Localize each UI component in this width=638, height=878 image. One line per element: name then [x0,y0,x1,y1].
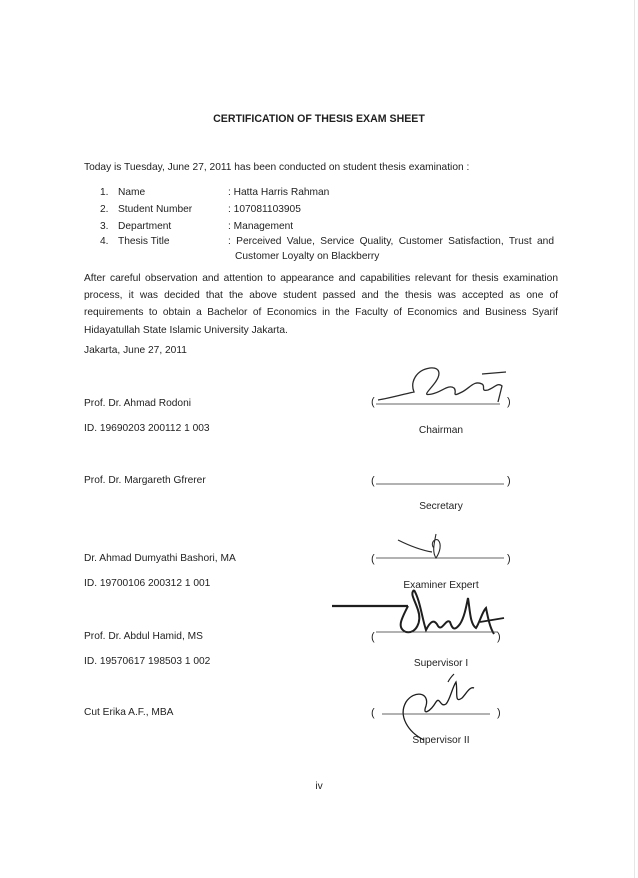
field-number: 1. [100,187,109,198]
supervisor-1-signature [330,588,510,644]
examiner-expert-signature [376,530,510,570]
field-label-department: Department [118,221,172,232]
role-label-supervisor-2: Supervisor II [412,735,470,746]
signature-bracket-open: ( [371,553,375,565]
chairman-signature [370,362,520,412]
signature-bracket-close: ) [507,475,511,487]
signatory-id: ID. 19570617 198503 1 002 [84,656,211,667]
secretary-signature-line [376,480,506,486]
field-number: 3. [100,221,109,232]
intro-sentence: Today is Tuesday, June 27, 2011 has been conducted on student thesis examination : [84,162,470,173]
page-number: iv [315,781,323,792]
signature-bracket-close: ) [497,707,501,719]
role-label-supervisor-1: Supervisor I [413,658,469,669]
role-label-examiner-expert: Examiner Expert [403,580,479,591]
signatory-name: Prof. Dr. Abdul Hamid, MS [84,631,203,642]
signature-bracket-close: ) [507,396,511,408]
signature-bracket-close: ) [497,631,501,643]
signature-bracket-open: ( [371,475,375,487]
scan-edge [634,0,635,878]
field-number: 4. [100,236,109,247]
field-value-thesis-title-cont: Customer Loyalty on Blackberry [235,251,380,262]
signatory-id: ID. 19700106 200312 1 001 [84,578,211,589]
signatory-name: Prof. Dr. Margareth Gfrerer [84,475,206,486]
body-paragraph: After careful observation and attention to appearance and capabilities relevant for thesis examination process, it was decided that the above student passed and the thesis was accepted as one of requirements to obtain a Bachelor of Economics in the Faculty of Economics and Business Syarif Hidayatullah State Islamic University Jakarta. [84,273,558,336]
place-date: Jakarta, June 27, 2011 [84,345,187,356]
field-value-department: : Management [228,221,294,232]
signature-bracket-open: ( [371,707,375,719]
signature-bracket-open: ( [371,631,375,643]
signatory-name: Prof. Dr. Ahmad Rodoni [84,398,192,409]
role-label-chairman: Chairman [418,425,464,436]
signatory-id: ID. 19690203 200112 1 003 [84,423,210,434]
field-value-thesis-title: : Perceived Value, Service Quality, Customer Satisfaction, Trust and [228,236,554,247]
signature-bracket-open: ( [371,396,375,408]
role-label-secretary: Secretary [419,501,463,512]
field-label-student-number: Student Number [118,204,193,215]
field-label-name: Name [118,187,146,198]
field-number: 2. [100,204,109,215]
field-value-student-number: : 107081103905 [228,204,301,215]
signature-bracket-close: ) [507,553,511,565]
signatory-name: Dr. Ahmad Dumyathi Bashori, MA [84,553,236,564]
field-value-name: : Hatta Harris Rahman [228,187,330,198]
signatory-name: Cut Erika A.F., MBA [84,707,174,718]
field-label-thesis-title: Thesis Title [118,236,170,247]
document-title: CERTIFICATION OF THESIS EXAM SHEET [213,113,425,125]
